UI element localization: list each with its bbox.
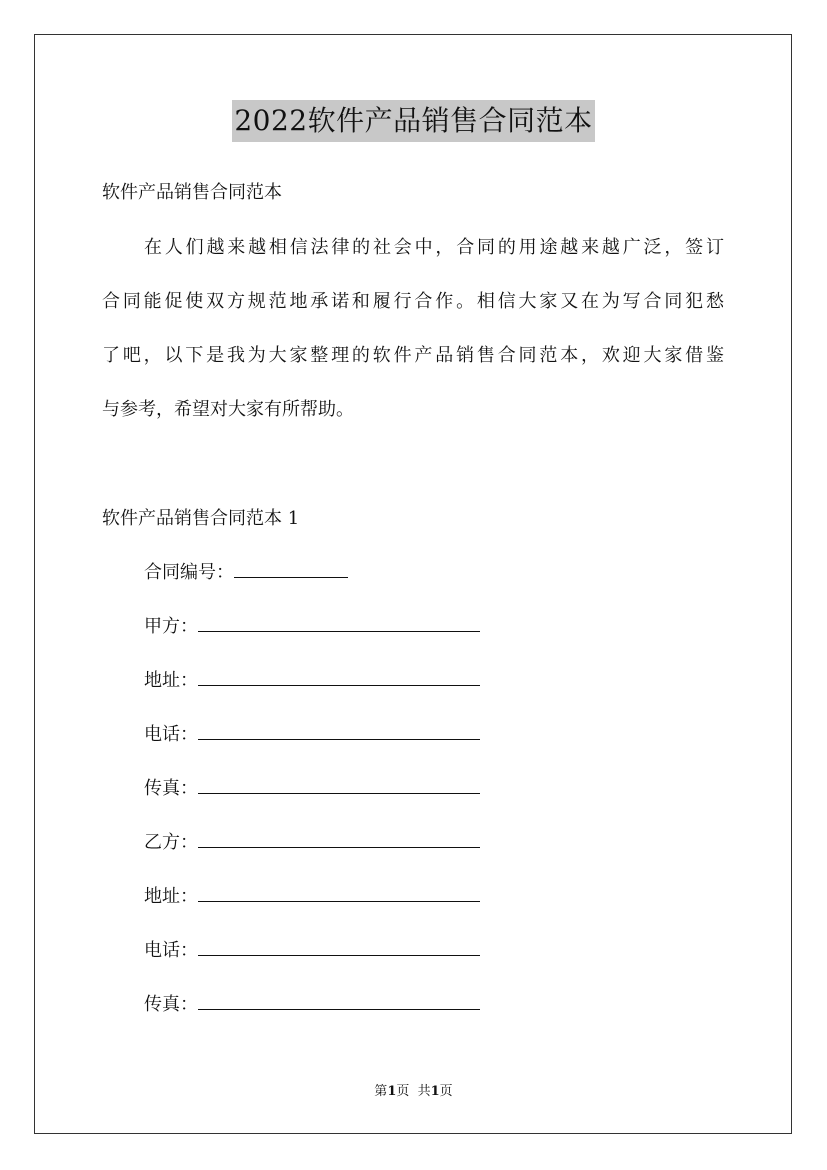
footer-mid: 页 共: [396, 1084, 431, 1099]
field-blank: [198, 993, 480, 1010]
field-blank: [198, 723, 480, 740]
footer-suffix: 页: [439, 1084, 453, 1099]
field-label: 甲方：: [144, 616, 198, 637]
document-subtitle: 软件产品销售合同范本: [102, 182, 282, 203]
field-blank: [198, 615, 480, 632]
field-row: [144, 669, 480, 693]
intro-line-2: 合同能促使双方规范地承诺和履行合作。相信大家又在为写合同犯愁: [102, 291, 724, 312]
field-label: 传真：: [144, 778, 198, 799]
title-container: [0, 100, 827, 142]
field-blank: [198, 777, 480, 794]
footer-prefix: 第: [374, 1084, 388, 1099]
field-row: [144, 939, 480, 963]
document-title: 2022软件产品销售合同范本: [232, 100, 594, 142]
contract-number-blank: [234, 561, 348, 578]
footer-current-page: 1: [387, 1084, 397, 1099]
page-footer: [0, 1083, 827, 1101]
field-blank: [198, 885, 480, 902]
field-label: 乙方：: [144, 832, 198, 853]
intro-line-1: 在人们越来越相信法律的社会中，合同的用途越来越广泛，签订: [144, 237, 724, 258]
field-row: [144, 831, 480, 855]
field-label: 电话：: [144, 940, 198, 961]
contract-number-label: 合同编号：: [144, 562, 234, 583]
field-row: [144, 615, 480, 639]
contract-number-row: [144, 561, 348, 585]
field-blank: [198, 939, 480, 956]
field-row: [144, 885, 480, 909]
field-label: 电话：: [144, 724, 198, 745]
footer-total-pages: 1: [430, 1084, 440, 1099]
field-label: 地址：: [144, 886, 198, 907]
field-row: [144, 723, 480, 747]
intro-line-4: 与参考，希望对大家有所帮助。: [102, 399, 354, 420]
intro-line-3: 了吧，以下是我为大家整理的软件产品销售合同范本，欢迎大家借鉴: [102, 345, 724, 366]
field-label: 地址：: [144, 670, 198, 691]
field-label: 传真：: [144, 994, 198, 1015]
field-row: [144, 993, 480, 1017]
section-title: 软件产品销售合同范本 1: [102, 508, 300, 529]
field-row: [144, 777, 480, 801]
field-blank: [198, 831, 480, 848]
field-blank: [198, 669, 480, 686]
